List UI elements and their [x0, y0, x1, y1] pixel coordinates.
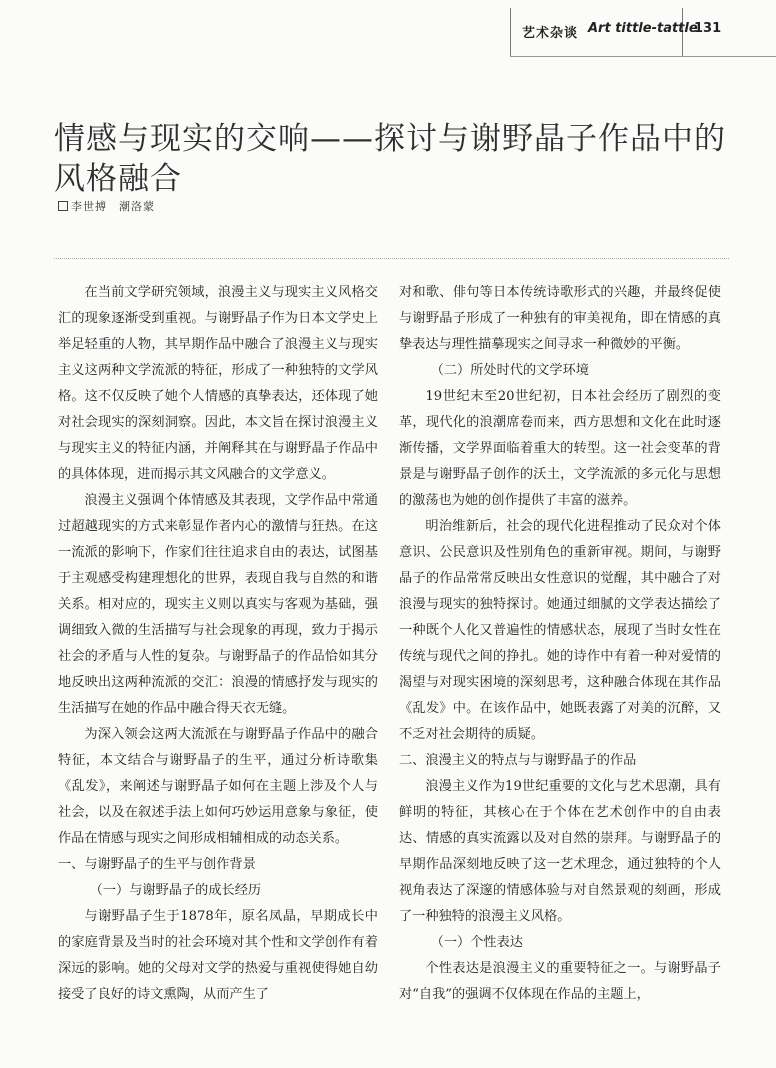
section-heading: 一、与谢野晶子的生平与创作背景	[58, 857, 256, 872]
article-title: 情感与现实的交响——探讨与谢野晶子作品中的风格融合	[54, 120, 726, 197]
paragraph: 个性表达是浪漫主义的重要特征之一。与谢野晶子对“自我”的强调不仅体现在作品的主题上，	[399, 961, 721, 1002]
header-divider	[510, 8, 511, 56]
paragraph: 浪漫主义强调个体情感及其表现，文学作品中常通过超越现实的方式来彰显作者内心的激情与狂热。在这一流派的影响下，作家们往往追求自由的表达，试图基于主观感受构建理想化的世界，表现自我与自然的和谐关系。相对应的，现实主义则以真实与客观为基础，强调细致入微的生活描写与社会现象的再现，致力于揭示社会的矛盾与人性的复杂。与谢野晶子的作品恰如其分地反映出这两种流派的交汇：浪漫的情感抒发与现实的生活描写在她的作品中融合得天衣无缝。	[58, 493, 378, 716]
author-marker-icon	[58, 201, 68, 211]
header-column-name: 艺术杂谈	[522, 26, 579, 41]
section-heading: （一）与谢野晶子的成长经历	[89, 883, 262, 898]
paragraph: 19世纪末至20世纪初，日本社会经历了剧烈的变革，现代化的浪潮席卷而来，西方思想和文化在此时逐渐传播，文学界面临着重大的转型。这一社会变革的背景是与谢野晶子创作的沃土，文学流派的多元化与思想的激荡也为她的创作提供了丰富的滋养。	[399, 389, 721, 508]
author-line	[58, 198, 167, 214]
author-name: 李世搏	[71, 200, 107, 213]
paragraph: 浪漫主义作为19世纪重要的文化与艺术思潮，具有鲜明的特征，其核心在于个体在艺术创作中的自由表达、情感的真实流露以及对自然的崇拜。与谢野晶子的早期作品深刻地反映了这一艺术理念，通过独特的个人视角表达了深邃的情感体验与对自然景观的刻画，形成了一种独特的浪漫主义风格。	[399, 779, 721, 924]
section-heading: （二）所处时代的文学环境	[430, 363, 589, 378]
paragraph: 明治维新后，社会的现代化进程推动了民众对个体意识、公民意识及性别角色的重新审视。期间，与谢野晶子的作品常常反映出女性意识的觉醒，其中融合了对浪漫与现实的独特探讨。她通过细腻的文学表达描绘了一种既个人化又普遍性的情感状态，展现了当时女性在传统与现代之间的挣扎。她的诗作中有着一种对爱情的渴望与对现实困境的深刻思考，这种融合体现在其作品《乱发》中。在该作品中，她既表露了对美的沉醉，又不乏对社会期待的质疑。	[399, 519, 721, 742]
section-divider	[54, 258, 729, 259]
section-heading: 二、浪漫主义的特点与与谢野晶子的作品	[399, 753, 637, 768]
author-name: 潮洛蒙	[119, 200, 155, 213]
section-heading: （一）个性表达	[430, 935, 523, 950]
header-rule	[510, 56, 776, 57]
paragraph: 为深入领会这两大流派在与谢野晶子作品中的融合特征，本文结合与谢野晶子的生平，通过分析诗歌集《乱发》，来阐述与谢野晶子如何在主题上涉及个人与社会，以及在叙述手法上如何巧妙运用意象与象征，使作品在情感与现实之间形成相辅相成的动态关系。	[58, 727, 378, 846]
text-column-right	[399, 280, 721, 1008]
paragraph: 在当前文学研究领域，浪漫主义与现实主义风格交汇的现象逐渐受到重视。与谢野晶子作为日本文学史上举足轻重的人物，其早期作品中融合了浪漫主义与现实主义这两种文学流派的特征，形成了一种独特的文学风格。这不仅反映了她个人情感的真挚表达，还体现了她对社会现实的深刻洞察。因此，本文旨在探讨浪漫主义与现实主义的特征内涵，并阐释其在与谢野晶子作品中的具体体现，进而揭示其文风融合的文学意义。	[58, 285, 378, 482]
header-column-name-en: Art tittle-tattle	[588, 21, 698, 36]
paragraph: 与谢野晶子生于1878年，原名凤晶，早期成长中的家庭背景及当时的社会环境对其个性和文学创作有着深远的影响。她的父母对文学的热爱与重视使得她自幼接受了良好的诗文熏陶，从而产生了	[58, 909, 378, 1002]
text-column-left	[58, 280, 378, 1008]
running-header	[0, 0, 776, 62]
paragraph: 对和歌、俳句等日本传统诗歌形式的兴趣，并最终促使与谢野晶子形成了一种独有的审美视角，即在情感的真挚表达与理性描摹现实之间寻求一种微妙的平衡。	[399, 285, 721, 352]
page-number: 131	[694, 21, 722, 36]
